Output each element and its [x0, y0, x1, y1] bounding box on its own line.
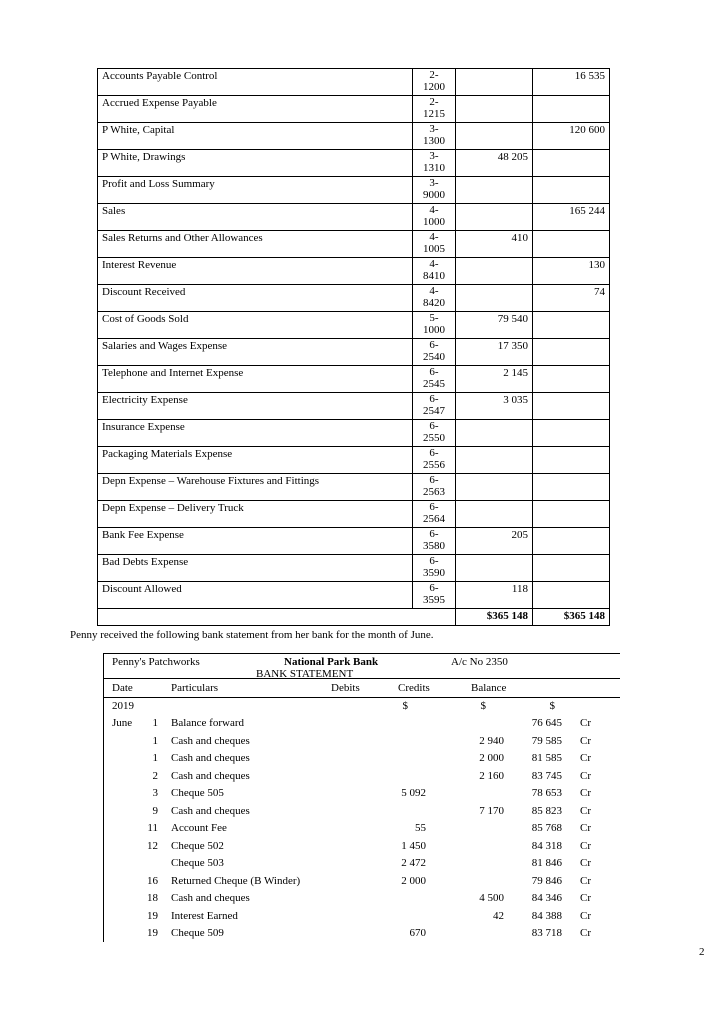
debit-amount: 410 [456, 231, 533, 258]
dr-cr-indicator: Cr [580, 734, 591, 747]
balance-value: 85 823 [531, 804, 562, 817]
account-number: 6- 2540 [413, 339, 456, 366]
page-number: 2 [699, 946, 705, 958]
credit-value [426, 873, 504, 891]
trial-balance-footer [98, 609, 610, 626]
account-name: P White, Drawings [98, 150, 413, 177]
day: 1 [152, 734, 158, 747]
account-number: 6- 2550 [413, 420, 456, 447]
balance-value: 78 653 [531, 787, 562, 799]
account-number: 6- 2563 [413, 474, 456, 501]
dr-cr-indicator: Cr [580, 822, 591, 834]
bank-statement-row [104, 750, 620, 768]
debit-amount [456, 177, 533, 204]
trial-balance-row [98, 339, 610, 366]
balance-value: 76 645 [531, 717, 562, 729]
trial-balance-row [98, 366, 610, 393]
credit-amount: 120 600 [533, 123, 610, 150]
bank-statement-row [104, 873, 620, 891]
particulars: Cheque 502 [171, 839, 224, 852]
account-number: 4- 8420 [413, 285, 456, 312]
trial-balance-row [98, 420, 610, 447]
bank-statement-title-block [104, 654, 620, 679]
particulars: Interest Earned [171, 909, 238, 922]
credit-amount [533, 150, 610, 177]
credit-amount [533, 582, 610, 609]
balance-value: 81 585 [531, 752, 562, 764]
trial-balance-row [98, 123, 610, 150]
year-row [104, 698, 620, 715]
month [112, 855, 142, 873]
trial-balance-row [98, 312, 610, 339]
debit-amount: 17 350 [456, 339, 533, 366]
debit-value [326, 733, 426, 751]
credit-amount [533, 393, 610, 420]
dr-cr-indicator: Cr [580, 874, 591, 887]
account-number: 2- 1215 [413, 96, 456, 123]
day: 16 [147, 874, 158, 887]
trial-balance-row [98, 528, 610, 555]
bank-statement-row [104, 715, 620, 733]
day: 11 [147, 822, 158, 834]
account-name: Discount Allowed [98, 582, 413, 609]
dr-cr-indicator: Cr [580, 717, 591, 729]
account-number: 3- 9000 [413, 177, 456, 204]
credit-value [426, 838, 504, 856]
particulars: Account Fee [171, 822, 227, 834]
bank-statement-row [104, 820, 620, 838]
bank-statement-row [104, 785, 620, 803]
credit-amount [533, 528, 610, 555]
account-number: 6- 3590 [413, 555, 456, 582]
month [112, 925, 142, 943]
total-debit: $365 148 [456, 609, 533, 626]
account-number: 4- 8410 [413, 258, 456, 285]
particulars: Balance forward [171, 717, 244, 729]
bank-statement-row [104, 768, 620, 786]
dr-cr-indicator: Cr [580, 927, 591, 939]
day: 19 [147, 927, 158, 939]
account-holder: Penny's Patchworks [112, 656, 200, 668]
statement-label: BANK STATEMENT [256, 668, 354, 680]
totals-empty-cell [98, 609, 456, 626]
trial-balance-row [98, 96, 610, 123]
debit-amount [456, 123, 533, 150]
debit-value [326, 803, 426, 821]
year-spacer [562, 698, 606, 715]
day: 1 [152, 752, 158, 764]
month [112, 873, 142, 891]
balance-value: 79 585 [531, 734, 562, 747]
debit-amount: 3 035 [456, 393, 533, 420]
credit-amount [533, 177, 610, 204]
account-number: 3- 1300 [413, 123, 456, 150]
account-name: Cost of Goods Sold [98, 312, 413, 339]
dr-cr-indicator: Cr [580, 752, 591, 764]
credit-amount [533, 420, 610, 447]
dr-cr-indicator: Cr [580, 857, 591, 869]
credit-amount [533, 231, 610, 258]
dr-cr-indicator: Cr [580, 909, 591, 922]
day: 3 [152, 787, 158, 799]
particulars: Cash and cheques [171, 734, 250, 747]
account-number: 6- 2545 [413, 366, 456, 393]
particulars: Cash and cheques [171, 769, 250, 782]
bank-statement-row [104, 890, 620, 908]
total-credit: $365 148 [533, 609, 610, 626]
trial-balance-row [98, 285, 610, 312]
credit-value [426, 785, 504, 803]
account-number: 6- 2564 [413, 501, 456, 528]
account-number: 6- 3595 [413, 582, 456, 609]
month [112, 768, 142, 786]
particulars: Cheque 503 [171, 857, 224, 869]
bank-statement [103, 653, 620, 942]
trial-balance-row [98, 501, 610, 528]
col-header-particulars: Particulars [171, 682, 219, 694]
dr-cr-indicator: Cr [580, 769, 591, 782]
credit-amount [533, 501, 610, 528]
debit-value [326, 768, 426, 786]
balance-value: 84 388 [531, 909, 562, 922]
credit-amount [533, 96, 610, 123]
bank-name: National Park Bank [284, 656, 379, 668]
debit-amount: 48 205 [456, 150, 533, 177]
balance-dollar-sign: $ [549, 700, 555, 712]
debit-value [326, 715, 426, 733]
trial-balance-row [98, 258, 610, 285]
month [112, 785, 142, 803]
account-number: 6- 2547 [413, 393, 456, 420]
col-header-credits: Credits [398, 682, 430, 694]
dr-cr-indicator: Cr [580, 787, 591, 799]
debit-amount: 79 540 [456, 312, 533, 339]
debit-amount [456, 474, 533, 501]
debit-value: 2 472 [401, 857, 426, 869]
debit-amount [456, 258, 533, 285]
account-name: Depn Expense – Warehouse Fixtures and Fittings [98, 474, 413, 501]
account-name: Sales Returns and Other Allowances [98, 231, 413, 258]
account-number: 6- 2556 [413, 447, 456, 474]
trial-balance-row [98, 474, 610, 501]
credit-value [426, 855, 504, 873]
account-name: Profit and Loss Summary [98, 177, 413, 204]
debit-amount: 118 [456, 582, 533, 609]
particulars: Cash and cheques [171, 892, 250, 904]
month [112, 733, 142, 751]
account-name: Bank Fee Expense [98, 528, 413, 555]
trial-balance-row [98, 582, 610, 609]
account-name: Salaries and Wages Expense [98, 339, 413, 366]
credit-value [426, 820, 504, 838]
account-number: 6- 3580 [413, 528, 456, 555]
account-name: Sales [98, 204, 413, 231]
intro-paragraph: Penny received the following bank statement from her bank for the month of June. [70, 629, 434, 641]
credit-amount: 16 535 [533, 69, 610, 96]
year-spacer [171, 698, 326, 715]
trial-balance-body [98, 69, 610, 609]
credit-amount [533, 555, 610, 582]
bank-statement-column-headers [104, 679, 620, 698]
trial-balance-row [98, 204, 610, 231]
account-number: 5- 1000 [413, 312, 456, 339]
account-name: Accrued Expense Payable [98, 96, 413, 123]
debit-value: 1 450 [401, 839, 426, 852]
credit-value [426, 925, 504, 943]
debits-dollar-sign: $ [402, 700, 408, 712]
trial-balance-row [98, 555, 610, 582]
account-name: Bad Debts Expense [98, 555, 413, 582]
month [112, 890, 142, 908]
bank-statement-row [104, 733, 620, 751]
credit-amount [533, 474, 610, 501]
debit-value: 670 [409, 927, 426, 939]
account-number: 4- 1005 [413, 231, 456, 258]
debit-amount [456, 420, 533, 447]
debit-amount [456, 69, 533, 96]
trial-balance-row [98, 150, 610, 177]
credit-value: 4 500 [479, 892, 504, 904]
year-label: 2019 [112, 700, 134, 712]
account-number: 4- 1000 [413, 204, 456, 231]
bank-statement-row [104, 803, 620, 821]
month: June [112, 717, 133, 729]
particulars: Cash and cheques [171, 804, 250, 817]
credit-amount [533, 447, 610, 474]
day: 19 [147, 909, 158, 922]
debit-amount: 205 [456, 528, 533, 555]
trial-balance-row [98, 69, 610, 96]
col-header-balance: Balance [471, 682, 507, 694]
credit-amount [533, 312, 610, 339]
credit-value: 2 000 [479, 752, 504, 764]
debit-amount [456, 96, 533, 123]
credit-amount [533, 339, 610, 366]
balance-value: 81 846 [531, 857, 562, 869]
credit-amount: 130 [533, 258, 610, 285]
day: 12 [147, 839, 158, 852]
trial-balance-row [98, 393, 610, 420]
bank-statement-row [104, 908, 620, 926]
bank-statement-rows [104, 715, 620, 943]
balance-value: 83 745 [531, 769, 562, 782]
bank-statement-row [104, 838, 620, 856]
debit-amount [456, 555, 533, 582]
year-spacer [142, 698, 171, 715]
month [112, 838, 142, 856]
balance-value: 83 718 [531, 927, 562, 939]
debit-amount [456, 285, 533, 312]
month [112, 820, 142, 838]
account-name: Depn Expense – Delivery Truck [98, 501, 413, 528]
dr-cr-indicator: Cr [580, 892, 591, 904]
account-name: Packaging Materials Expense [98, 447, 413, 474]
account-number: 2- 1200 [413, 69, 456, 96]
credits-dollar-sign: $ [480, 700, 486, 712]
debit-amount [456, 204, 533, 231]
credit-value: 2 160 [479, 769, 504, 782]
balance-value: 85 768 [531, 822, 562, 834]
balance-value: 84 318 [531, 839, 562, 852]
credit-value: 2 940 [479, 734, 504, 747]
account-number: 3- 1310 [413, 150, 456, 177]
debit-value [326, 908, 426, 926]
debit-value [326, 750, 426, 768]
balance-value: 79 846 [531, 874, 562, 887]
day [142, 855, 171, 873]
account-name: P White, Capital [98, 123, 413, 150]
credit-value [426, 715, 504, 733]
particulars: Cheque 505 [171, 787, 224, 799]
bank-statement-row [104, 925, 620, 943]
balance-value: 84 346 [531, 892, 562, 904]
dr-cr-indicator: Cr [580, 839, 591, 852]
trial-balance-row [98, 447, 610, 474]
month [112, 803, 142, 821]
day: 2 [152, 769, 158, 782]
bank-statement-row [104, 855, 620, 873]
debit-value: 2 000 [401, 874, 426, 887]
debit-value: 55 [415, 822, 426, 834]
debit-amount: 2 145 [456, 366, 533, 393]
trial-balance-row [98, 231, 610, 258]
particulars: Returned Cheque (B Winder) [171, 874, 301, 887]
account-name: Accounts Payable Control [98, 69, 413, 96]
particulars: Cash and cheques [171, 752, 250, 764]
account-name: Interest Revenue [98, 258, 413, 285]
col-header-debits: Debits [331, 682, 360, 694]
debit-value [326, 890, 426, 908]
trial-balance-table [97, 68, 610, 626]
day: 18 [147, 892, 158, 904]
dr-cr-indicator: Cr [580, 804, 591, 817]
account-name: Telephone and Internet Expense [98, 366, 413, 393]
account-no: A/c No 2350 [451, 656, 508, 668]
debit-amount [456, 501, 533, 528]
trial-balance-row [98, 177, 610, 204]
credit-amount: 74 [533, 285, 610, 312]
trial-balance-totals-row [98, 609, 610, 626]
credit-value: 42 [493, 909, 504, 922]
credit-amount: 165 244 [533, 204, 610, 231]
account-name: Discount Received [98, 285, 413, 312]
day: 9 [152, 804, 158, 817]
day: 1 [152, 717, 158, 729]
credit-amount [533, 366, 610, 393]
credit-value: 7 170 [479, 804, 504, 817]
account-name: Insurance Expense [98, 420, 413, 447]
debit-amount [456, 447, 533, 474]
month [112, 908, 142, 926]
trial-balance [97, 68, 610, 626]
col-header-date: Date [112, 682, 133, 694]
debit-value: 5 092 [401, 787, 426, 799]
particulars: Cheque 509 [171, 927, 224, 939]
account-name: Electricity Expense [98, 393, 413, 420]
month [112, 750, 142, 768]
